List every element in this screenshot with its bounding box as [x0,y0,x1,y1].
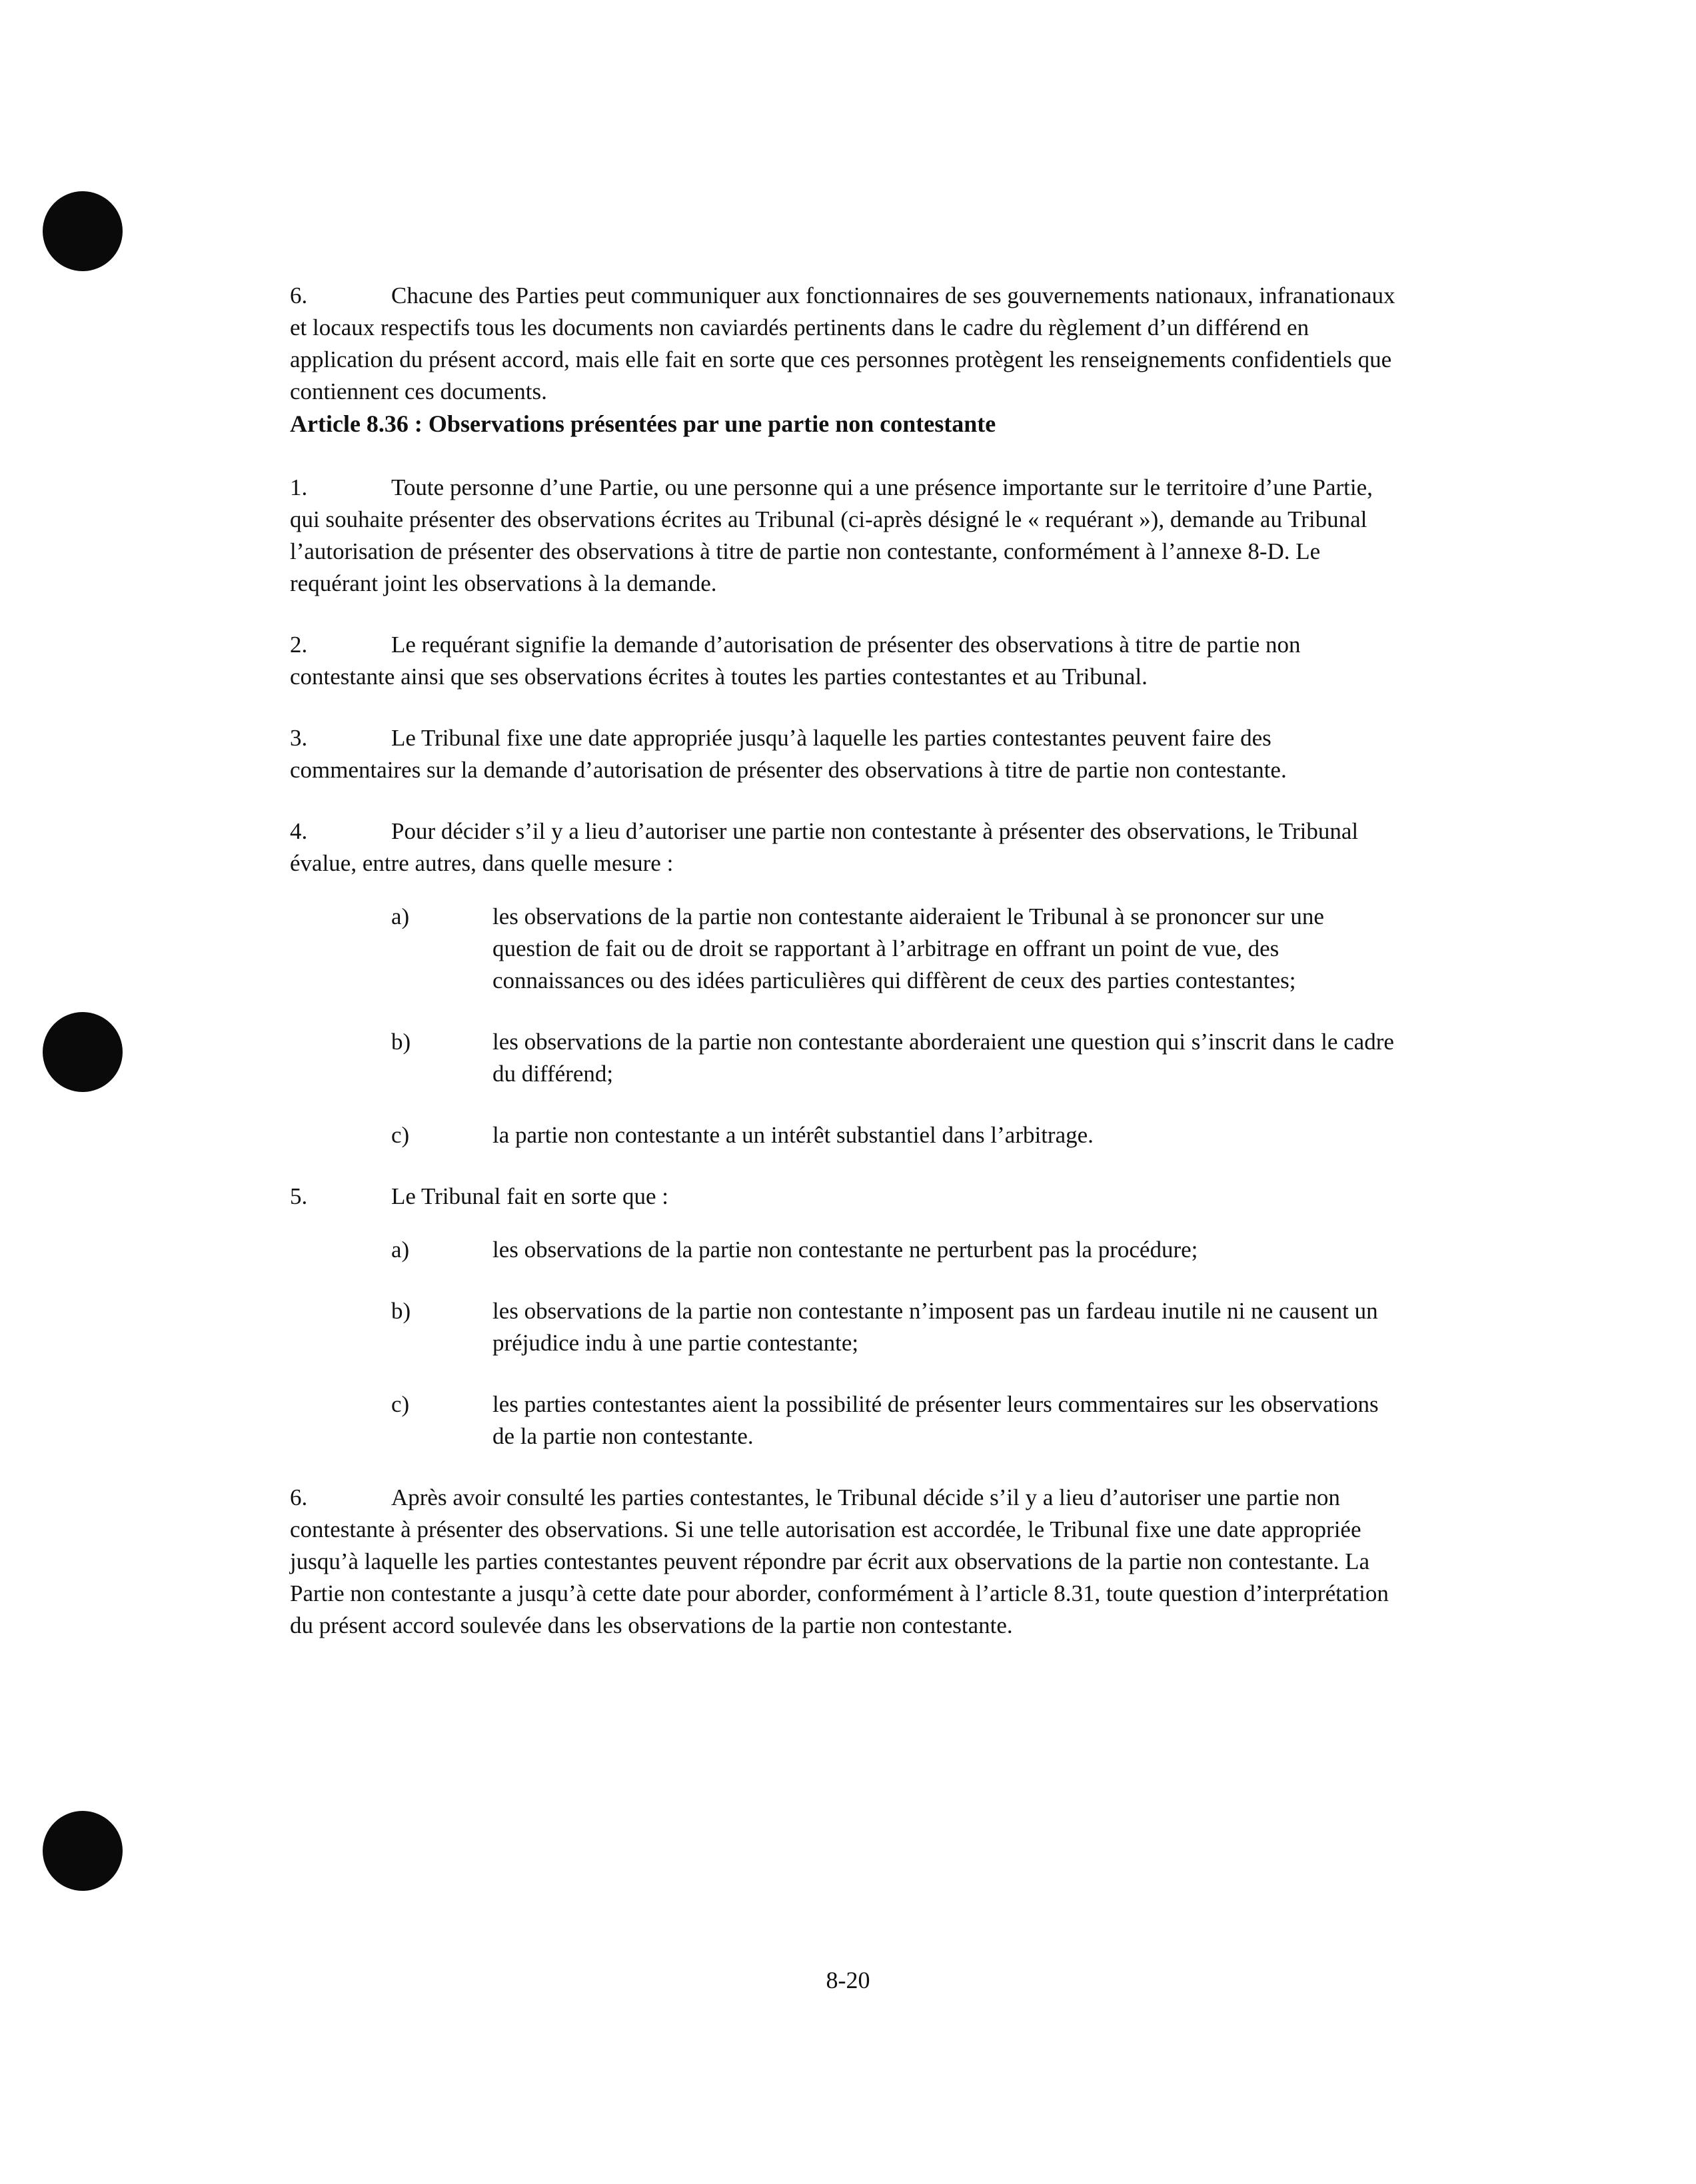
paragraph-number: 3. [290,725,308,751]
list-item [290,1388,1396,1452]
paragraph-text: Le requérant signifie la demande d’autorisation de présenter des observations à titre de partie non contestante ainsi que ses observations écrites à toutes les parties contestantes et au Tribunal. [290,632,1301,690]
list-item-letter: a) [391,903,410,929]
paragraph-text: Après avoir consulté les parties contestantes, le Tribunal décide s’il y a lieu d’autoriser une partie non contestante à présenter des observations. Si une telle autorisation est accordée, le Tribunal fixe une date appropriée jusqu’à laquelle les parties contestantes peuvent répondre par écrit aux observations de la partie non contestante. La Partie non contestante a jusqu’à cette date pour aborder, conformément à l’article 8.31, toute question d’interprétation du présent accord soulevée dans les observations de la partie non contestante. [290,1484,1389,1638]
paragraph-3 [290,722,1396,786]
paragraph-text: Toute personne d’une Partie, ou une personne qui a une présence importante sur le territoire d’une Partie, qui souhaite présenter des observations écrites au Tribunal (ci-après désigné le « requérant »), demande au Tribunal l’autorisation de présenter des observations à titre de partie non contestante, conformément à l’annexe 8-D. Le requérant joint les observations à la demande. [290,474,1373,596]
paragraph-text: Le Tribunal fixe une date appropriée jusqu’à laquelle les parties contestantes peuvent faire des commentaires sur la demande d’autorisation de présenter des observations à titre de partie non contestante. [290,725,1287,783]
list-item [290,1295,1396,1359]
paragraph-6 [290,1482,1396,1642]
list-item-letter: a) [391,1237,410,1263]
paragraph-number: 1. [290,474,308,500]
list-item-text: les parties contestantes aient la possibilité de présenter leurs commentaires sur les observations de la partie non contestante. [492,1391,1379,1449]
list-item [290,1234,1396,1266]
punch-hole [43,1811,123,1891]
punch-hole [43,191,123,271]
list-item-letter: c) [391,1122,410,1148]
list-item-letter: c) [391,1391,410,1417]
paragraph-previous-6 [290,280,1396,408]
punch-hole [43,1012,123,1092]
list-item-text: les observations de la partie non contestante n’imposent pas un fardeau inutile ni ne causent un préjudice indu à une partie contestante; [492,1298,1378,1356]
paragraph-number: 4. [290,818,308,844]
list-item-text: les observations de la partie non contestante aideraient le Tribunal à se prononcer sur une question de fait ou de droit se rapportant à l’arbitrage en offrant un point de vue, des connaissances ou des idées particulières qui diffèrent de ceux des parties contestantes; [492,903,1324,993]
paragraph-text: Le Tribunal fait en sorte que : [391,1183,669,1209]
list-item-text: la partie non contestante a un intérêt substantiel dans l’arbitrage. [492,1122,1094,1148]
paragraph-text: Chacune des Parties peut communiquer aux fonctionnaires de ses gouvernements nationaux, infranationaux et locaux respectifs tous les documents non caviardés pertinents dans le cadre du règlement d’un différend en application du présent accord, mais elle fait en sorte que ces personnes protègent les renseignements confidentiels que contiennent ces documents. [290,282,1395,404]
paragraph-2 [290,629,1396,693]
list-item [290,901,1396,997]
paragraph-text: Pour décider s’il y a lieu d’autoriser une partie non contestante à présenter des observations, le Tribunal évalue, entre autres, dans quelle mesure : [290,818,1359,876]
paragraph-number: 2. [290,632,308,658]
paragraph-5 [290,1181,1396,1213]
document-body [290,280,1396,1642]
list-item [290,1026,1396,1090]
list-item-text: les observations de la partie non contestante aborderaient une question qui s’inscrit dans le cadre du différend; [492,1029,1394,1087]
page-number: 8-20 [826,1967,870,1993]
list-item-letter: b) [391,1298,411,1324]
list-item-letter: b) [391,1029,411,1055]
article-heading: Article 8.36 : Observations présentées par une partie non contestante [290,410,996,437]
paragraph-number: 5. [290,1183,308,1209]
paragraph-1 [290,472,1396,600]
paragraph-number: 6. [290,282,308,308]
list-item [290,1119,1396,1151]
paragraph-4 [290,816,1396,879]
list-item-text: les observations de la partie non contestante ne perturbent pas la procédure; [492,1237,1198,1263]
paragraph-number: 6. [290,1484,308,1510]
